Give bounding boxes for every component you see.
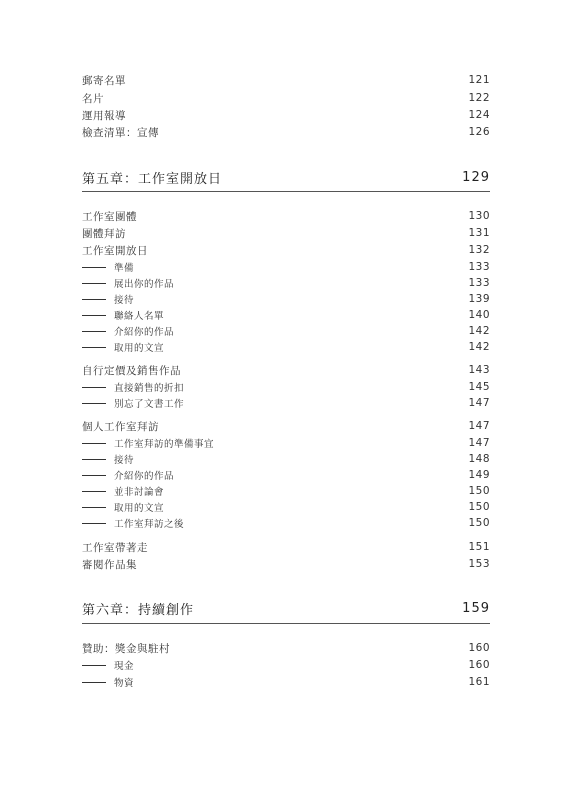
toc-entry-page: 150 (468, 517, 490, 529)
toc-subentry (82, 379, 490, 395)
toc-subentry (82, 483, 490, 499)
toc-subentry (82, 435, 490, 451)
toc-entry-label: 自行定價及銷售作品 (82, 364, 181, 377)
toc-entry-page: 126 (468, 126, 490, 138)
toc-subentry-label: 物資 (114, 678, 135, 689)
chapter-heading (82, 166, 490, 188)
toc-subentry-label: 接待 (114, 455, 135, 466)
toc-entry-label: 運用報導 (82, 109, 126, 122)
dash-rule (82, 523, 106, 524)
toc-subentry-label: 聯絡人名單 (114, 311, 165, 322)
toc-entry (82, 225, 490, 241)
toc-entry-page: 121 (468, 74, 490, 86)
toc-subentry-label: 取用的文宣 (114, 343, 165, 354)
toc-entry-page: 147 (468, 420, 490, 432)
chapter-title: 第五章：工作室開放日 (82, 171, 223, 187)
toc-subentry-label: 工作室拜訪之後 (114, 519, 185, 530)
dash-rule (82, 267, 106, 268)
toc-subentry-label: 展出你的作品 (114, 279, 175, 290)
toc-subentry-label: 別忘了文書工作 (114, 399, 185, 410)
toc-entry-page: 145 (468, 381, 490, 393)
dash-rule (82, 665, 106, 666)
dash-rule (82, 387, 106, 388)
toc-entry-label: 工作室帶著走 (82, 541, 148, 554)
dash-rule (82, 315, 106, 316)
toc-subentry (82, 323, 490, 339)
toc-entry-page: 130 (468, 210, 490, 222)
chapter-page: 129 (462, 169, 490, 185)
toc-subentry-label: 現金 (114, 661, 135, 672)
toc-entry (82, 107, 490, 123)
toc-entry (82, 418, 490, 434)
toc-entry (82, 242, 490, 258)
toc-entry (82, 640, 490, 656)
toc-entry (82, 556, 490, 572)
toc-entry-page: 160 (468, 642, 490, 654)
toc-entry-page: 151 (468, 541, 490, 553)
toc-entry (82, 72, 490, 88)
toc-entry-label: 工作室開放日 (82, 244, 148, 257)
chapter-title: 第六章：持續創作 (82, 602, 195, 618)
toc-subentry-label: 直接銷售的折扣 (114, 383, 185, 394)
toc-subentry (82, 451, 490, 467)
toc-entry-label: 名片 (82, 92, 104, 105)
toc-entry (82, 90, 490, 106)
toc-entry (82, 208, 490, 224)
toc-subentry (82, 339, 490, 355)
toc-subentry (82, 291, 490, 307)
toc-entry-page: 150 (468, 501, 490, 513)
dash-rule (82, 403, 106, 404)
chapter-divider (82, 623, 490, 624)
toc-entry-page: 140 (468, 309, 490, 321)
dash-rule (82, 299, 106, 300)
toc-subentry-label: 介紹你的作品 (114, 327, 175, 338)
dash-rule (82, 475, 106, 476)
toc-entry-label: 審閱作品集 (82, 558, 137, 571)
dash-rule (82, 459, 106, 460)
dash-rule (82, 443, 106, 444)
toc-entry-page: 160 (468, 659, 490, 671)
toc-subentry-label: 取用的文宣 (114, 503, 165, 514)
toc-subentry (82, 275, 490, 291)
toc-subentry-label: 並非討論會 (114, 487, 165, 498)
toc-entry-label: 個人工作室拜訪 (82, 420, 159, 433)
toc-subentry (82, 499, 490, 515)
toc-entry-page: 139 (468, 293, 490, 305)
toc-entry (82, 362, 490, 378)
chapter-page: 159 (462, 600, 490, 616)
toc-entry-label: 團體拜訪 (82, 227, 126, 240)
dash-rule (82, 507, 106, 508)
toc-subentry (82, 307, 490, 323)
toc-entry-label: 贊助：獎金與駐村 (82, 642, 170, 655)
toc-subentry (82, 467, 490, 483)
toc-entry-page: 148 (468, 453, 490, 465)
toc-entry-page: 142 (468, 341, 490, 353)
dash-rule (82, 347, 106, 348)
toc-entry-label: 檢查清單：宣傳 (82, 126, 159, 139)
toc-subentry (82, 259, 490, 275)
toc-entry-page: 147 (468, 397, 490, 409)
toc-subentry (82, 657, 490, 673)
dash-rule (82, 283, 106, 284)
toc-entry-label: 郵寄名單 (82, 74, 126, 87)
toc-subentry-label: 介紹你的作品 (114, 471, 175, 482)
toc-entry-page: 143 (468, 364, 490, 376)
toc-entry-page: 161 (468, 676, 490, 688)
toc-entry-page: 147 (468, 437, 490, 449)
toc-subentry (82, 674, 490, 690)
chapter-heading (82, 597, 490, 619)
toc-subentry (82, 515, 490, 531)
toc-entry-page: 142 (468, 325, 490, 337)
toc-entry-page: 131 (468, 227, 490, 239)
toc-entry-page: 149 (468, 469, 490, 481)
toc-entry-label: 工作室團體 (82, 210, 137, 223)
toc-entry-page: 133 (468, 277, 490, 289)
toc-entry-page: 124 (468, 109, 490, 121)
toc-subentry-label: 工作室拜訪的準備事宜 (114, 439, 215, 450)
toc-subentry-label: 準備 (114, 263, 135, 274)
toc-entry (82, 539, 490, 555)
toc-entry-page: 150 (468, 485, 490, 497)
toc-entry-page: 132 (468, 244, 490, 256)
toc-entry-page: 133 (468, 261, 490, 273)
dash-rule (82, 491, 106, 492)
dash-rule (82, 331, 106, 332)
chapter-divider (82, 191, 490, 192)
toc-subentry-label: 接待 (114, 295, 135, 306)
dash-rule (82, 682, 106, 683)
toc-entry (82, 124, 490, 140)
toc-subentry (82, 395, 490, 411)
toc-entry-page: 122 (468, 92, 490, 104)
toc-entry-page: 153 (468, 558, 490, 570)
